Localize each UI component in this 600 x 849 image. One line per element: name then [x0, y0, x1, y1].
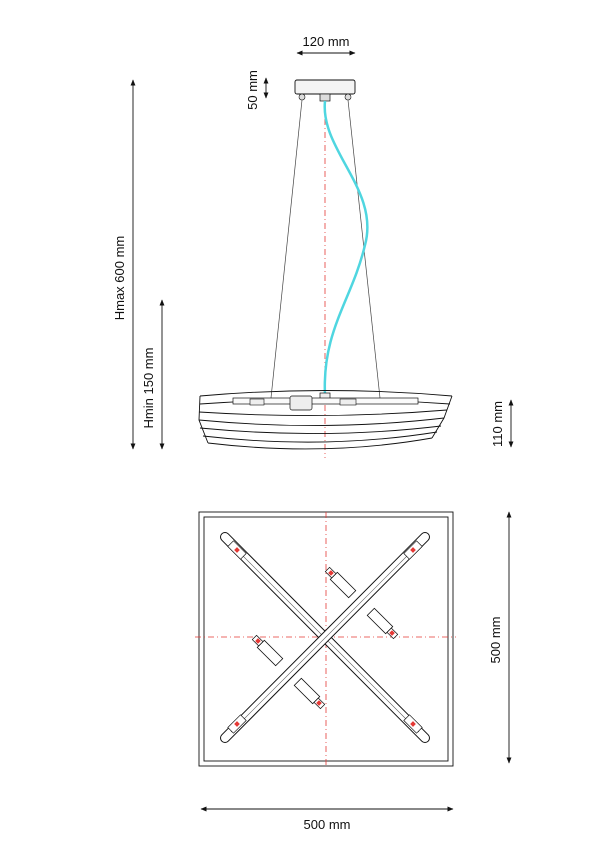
- lamp-socket-3: [251, 634, 283, 666]
- canopy: [295, 80, 355, 101]
- lamp-socket-1: [324, 566, 356, 598]
- dim-hmin-label: Hmin 150 mm: [141, 347, 156, 429]
- dim-hmax-label: Hmax 600 mm: [112, 235, 127, 321]
- lamp-socket-4: [294, 678, 326, 710]
- dim-depth-label: 500 mm: [488, 616, 503, 664]
- dim-fixture-height-label: 110 mm: [490, 401, 505, 447]
- fixture-body: [199, 391, 452, 449]
- suspension-wire-left: [271, 100, 302, 398]
- top-view: [195, 512, 509, 832]
- side-view: [112, 34, 511, 458]
- lamp-socket-2: [367, 608, 399, 640]
- power-cable: [325, 101, 368, 395]
- dim-canopy-height-label: 50 mm: [245, 70, 260, 110]
- dim-width-label: 500 mm: [303, 817, 351, 832]
- dim-canopy-width-label: 120 mm: [302, 34, 350, 49]
